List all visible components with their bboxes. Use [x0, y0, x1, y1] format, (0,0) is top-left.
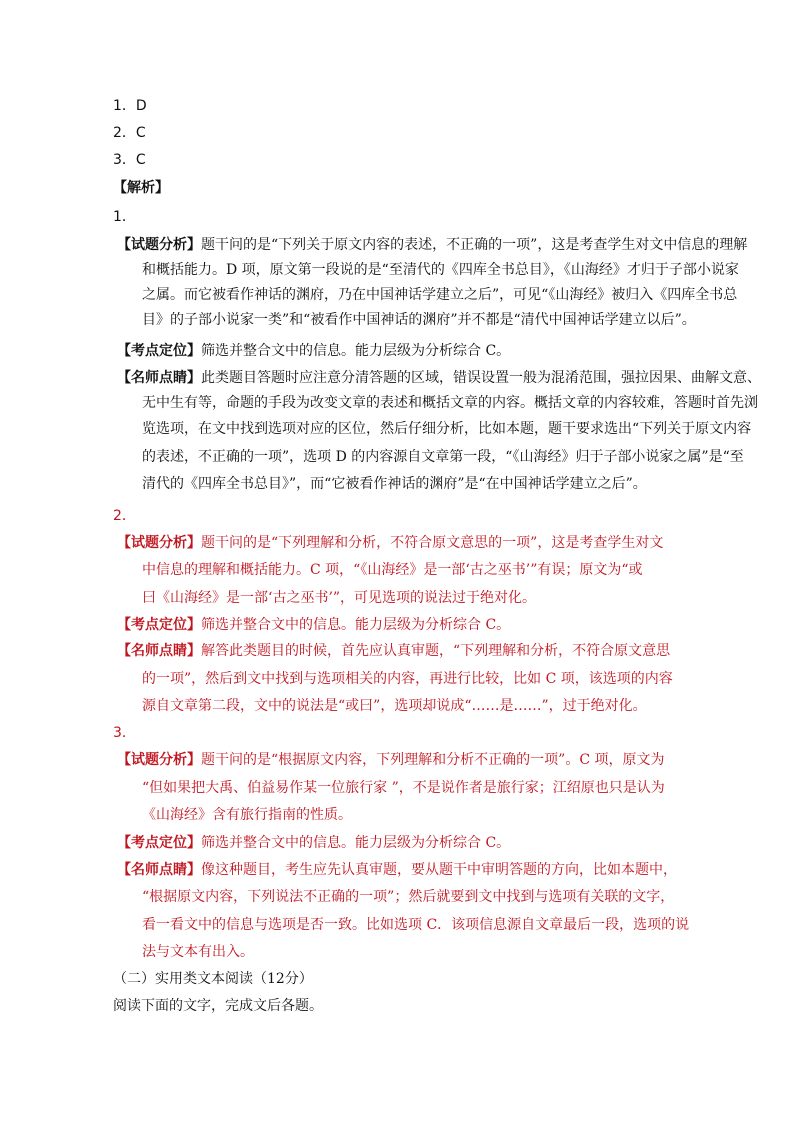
q1-analysis-line-2: 和概括能力。D 项，原文第一段说的是“至清代的《四库全书总目》，《山海经》才归于子部小说家 — [142, 262, 739, 278]
q3-number: 3． — [113, 725, 136, 741]
q3-dianjing-line-4: 法与文本有出入。 — [142, 944, 254, 960]
q2-number: 2． — [113, 508, 136, 524]
q1-dianjing-line-1: 【名师点睛】此类题目答题时应注意分清答题的区域，错误设置一般为混淆范围，强拉因果、曲解文意、 — [117, 370, 761, 386]
section-instruction: 阅读下面的文字，完成文后各题。 — [113, 998, 323, 1014]
q1-dianjing-line-5: 清代的《四库全书总目》”，而“它被看作神话的渊府”是“在中国神话学建立之后”。 — [142, 476, 647, 492]
q2-kaodian: 【考点定位】筛选并整合文中的信息。能力层级为分析综合 C。 — [117, 617, 511, 633]
q3-kaodian-tag: 【考点定位】 — [117, 835, 201, 851]
q3-analysis-line-2: “但如果把大禹、伯益易作某一位旅行家 ”，不是说作者是旅行家；江绍原也只是认为 — [142, 780, 665, 796]
q1-dianjing-tag: 【名师点睛】 — [117, 370, 201, 386]
q3-dianjing-tag: 【名师点睛】 — [117, 862, 201, 878]
analysis-header: 【解析】 — [113, 180, 169, 196]
q2-kaodian-tag: 【考点定位】 — [117, 617, 201, 633]
answer-3: 3．C — [113, 152, 146, 168]
q2-analysis-line-2: 中信息的理解和概括能力。C 项，“《山海经》是一部‘古之巫书’”有误；原文为“或 — [142, 562, 643, 578]
q2-dianjing-line-1: 【名师点睛】解答此类题目的时候，首先应认真审题，“下列理解和分析，不符合原文意思 — [117, 643, 671, 659]
q1-dianjing-line-4: 的表述，不正确的一项”，选项 D 的内容源自文章第一段，“《山海经》归于子部小说家之属”是“至 — [142, 449, 744, 465]
q1-analysis-line-4: 目》的子部小说家一类”和“被看作中国神话的渊府”并不都是“清代中国神话学建立以后”。 — [142, 312, 696, 328]
q3-dianjing-line-3: 看一看文中的信息与选项是否一致。比如选项 C．该项信息源自文章最后一段，选项的说 — [142, 917, 690, 933]
q1-analysis-line-3: 之属。而它被看作神话的渊府，乃在中国神话学建立之后”，可见“《山海经》被归入《四库全书总 — [142, 287, 738, 303]
answer-2: 2．C — [113, 125, 146, 141]
q1-number: 1． — [113, 209, 136, 225]
q1-analysis-line-1: 【试题分析】题干问的是“下列关于原文内容的表述，不正确的一项”，这是考查学生对文中信息的理解 — [117, 237, 748, 253]
q2-dianjing-line-2: 的一项”，然后到文中找到与选项相关的内容，再进行比较，比如 C 项，该选项的内容 — [142, 671, 673, 687]
q2-analysis-line-1: 【试题分析】题干问的是“下列理解和分析，不符合原文意思的一项”，这是考查学生对文 — [117, 535, 664, 551]
q2-analysis-tag: 【试题分析】 — [117, 535, 201, 551]
section-title: （二）实用类文本阅读（12分） — [113, 971, 313, 987]
q1-kaodian: 【考点定位】筛选并整合文中的信息。能力层级为分析综合 C。 — [117, 343, 511, 359]
q3-analysis-line-1: 【试题分析】题干问的是“根据原文内容，下列理解和分析不正确的一项”。C 项，原文为 — [117, 752, 665, 768]
q2-dianjing-line-3: 源自文章第二段，文中的说法是“或曰”，选项却说成“……是……”，过于绝对化。 — [142, 698, 647, 714]
q3-dianjing-line-1: 【名师点睛】像这种题目，考生应先认真审题，要从题干中审明答题的方向，比如本题中， — [117, 862, 677, 878]
q3-analysis-line-3: 《山海经》含有旅行指南的性质。 — [142, 807, 352, 823]
q3-analysis-tag: 【试题分析】 — [117, 752, 201, 768]
q1-kaodian-tag: 【考点定位】 — [117, 343, 201, 359]
q1-dianjing-line-2: 无中生有等，命题的手段为改变文章的表述和概括文章的内容。概括文章的内容较难，答题时首先浏 — [142, 395, 758, 411]
q1-analysis-tag: 【试题分析】 — [117, 237, 201, 253]
q2-analysis-line-3: 曰《山海经》是一部‘古之巫书’”，可见选项的说法过于绝对化。 — [142, 590, 537, 606]
q3-kaodian: 【考点定位】筛选并整合文中的信息。能力层级为分析综合 C。 — [117, 835, 511, 851]
q2-dianjing-tag: 【名师点睛】 — [117, 643, 201, 659]
q1-dianjing-line-3: 览选项，在文中找到选项对应的区位，然后仔细分析，比如本题，题干要求选出“下列关于原文内容 — [142, 421, 752, 437]
q3-dianjing-line-2: “根据原文内容，下列说法不正确的一项”；然后就要到文中找到与选项有关联的文字， — [142, 889, 675, 905]
answer-1: 1．D — [113, 98, 147, 114]
